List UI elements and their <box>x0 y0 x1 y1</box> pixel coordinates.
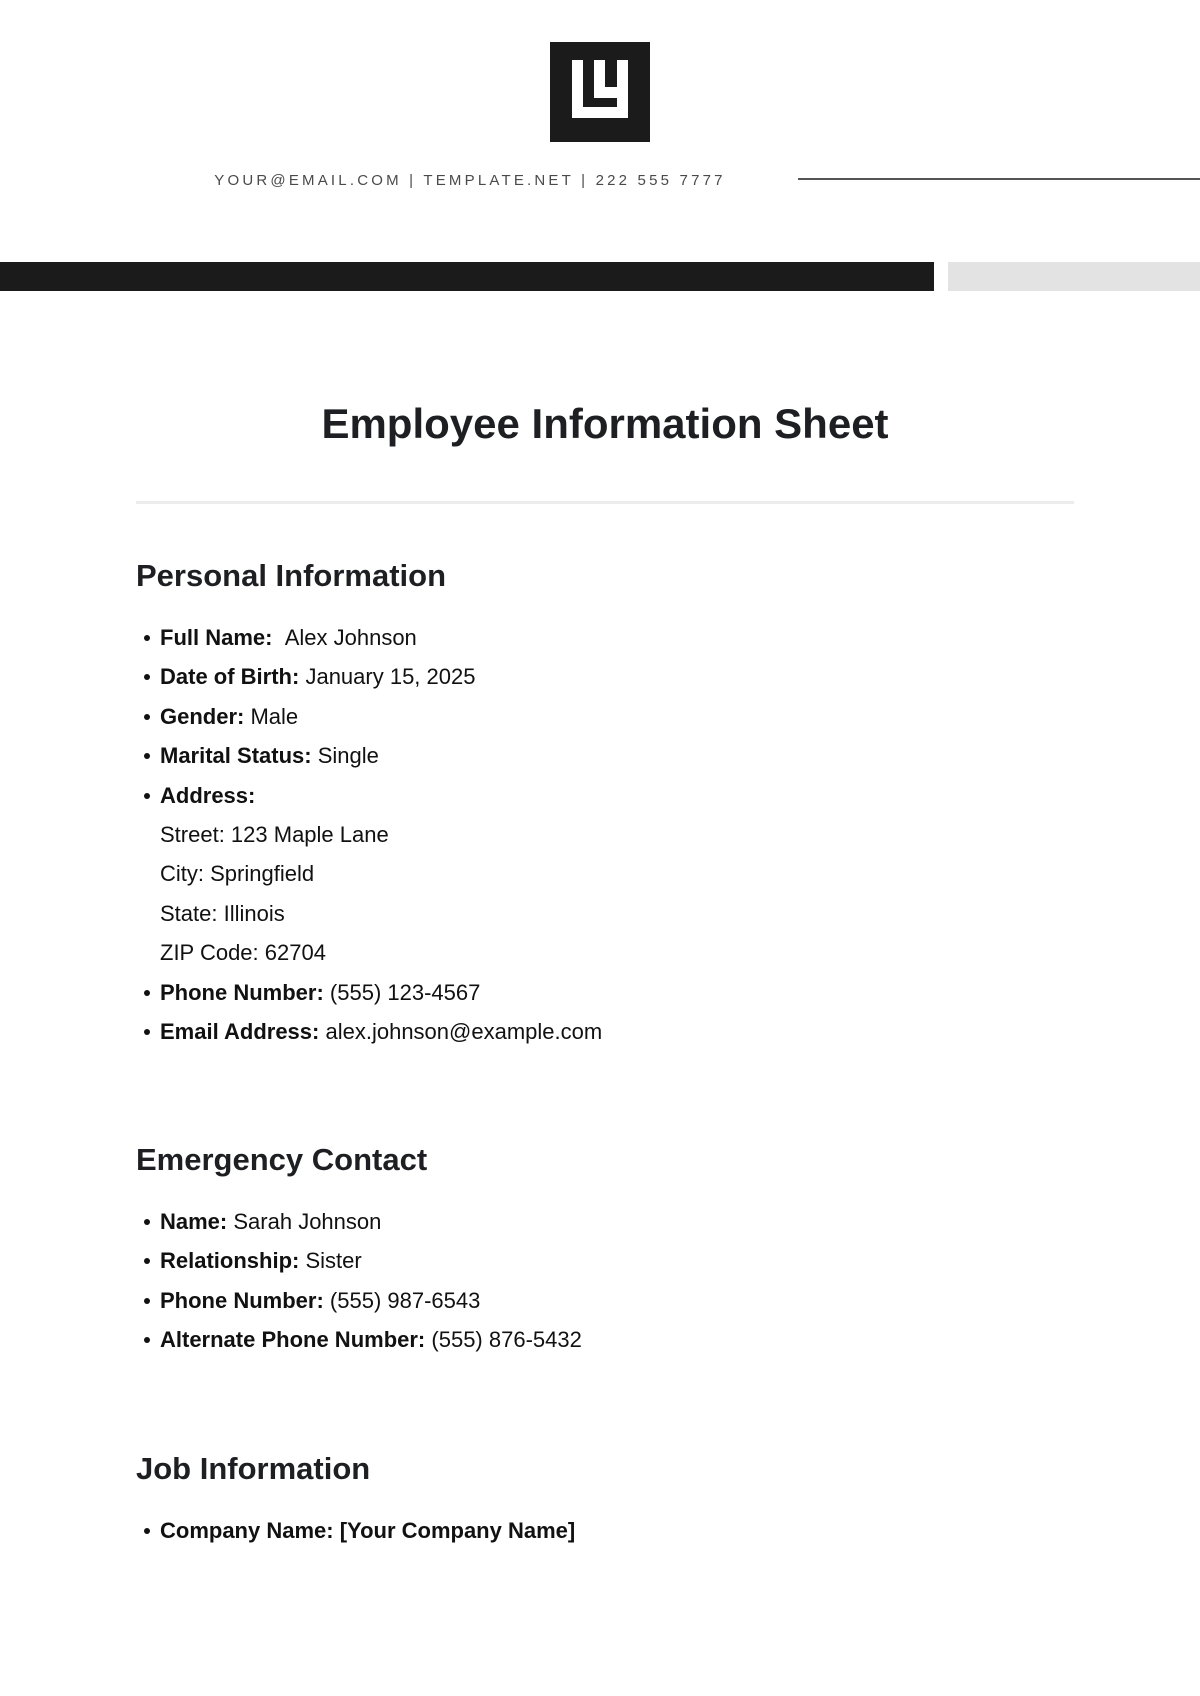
field-label: Phone Number: <box>160 1287 324 1313</box>
page-title: Employee Information Sheet <box>321 400 889 447</box>
field-value: Alex Johnson <box>284 625 417 650</box>
field-label: Gender: <box>160 703 245 729</box>
field-label: Company Name: [Your Company Name] <box>160 1518 576 1543</box>
list-item-alternate-phone <box>136 1320 1036 1359</box>
field-value: Sister <box>305 1248 362 1274</box>
section-heading-emergency: Emergency Contact <box>136 1142 428 1177</box>
list-item-full-name <box>136 618 1036 657</box>
address-street <box>136 815 1036 854</box>
field-value: Single <box>317 743 379 769</box>
emergency-contact-list <box>136 1202 1036 1360</box>
field-label: Alternate Phone Number: <box>160 1327 426 1353</box>
section-heading-personal: Personal Information <box>136 558 447 593</box>
field-value: Street: 123 Maple Lane <box>160 821 389 847</box>
field-label: Date of Birth: <box>160 664 300 690</box>
field-value: (555) 123-4567 <box>329 979 481 1005</box>
section-heading-job: Job Information <box>136 1451 371 1486</box>
address-state <box>136 894 1036 933</box>
field-value: Male <box>250 703 299 729</box>
header-band-light <box>948 262 1200 291</box>
field-value: Sarah Johnson <box>233 1209 382 1234</box>
header-band-dark <box>0 262 934 291</box>
address-zip <box>136 933 1036 972</box>
field-value: City: Springfield <box>160 861 315 887</box>
personal-info-list <box>136 618 1036 1051</box>
list-item-address <box>136 776 1036 815</box>
list-item-email <box>136 1012 1036 1051</box>
list-item-marital-status <box>136 736 1036 775</box>
contact-line: YOUR@EMAIL.COM | TEMPLATE.NET | 222 555 7777 <box>214 172 726 189</box>
list-item-company-name <box>136 1511 1036 1550</box>
logo-mark-icon <box>550 42 650 142</box>
field-label: Relationship: <box>160 1248 300 1274</box>
field-value: State: Illinois <box>160 900 285 926</box>
field-value: January 15, 2025 <box>305 664 476 690</box>
field-value: ZIP Code: 62704 <box>160 940 326 966</box>
field-label: Full Name: <box>160 625 273 650</box>
address-city <box>136 854 1036 893</box>
list-item-date-of-birth <box>136 657 1036 696</box>
list-item-gender <box>136 697 1036 736</box>
job-info-list <box>136 1511 1036 1550</box>
field-value: (555) 876-5432 <box>431 1327 582 1353</box>
field-label: Phone Number: <box>160 979 324 1005</box>
field-value: alex.johnson@example.com <box>325 1018 603 1044</box>
list-item-emergency-phone <box>136 1281 1036 1320</box>
field-label: Email Address: <box>160 1018 320 1044</box>
title-divider <box>136 501 1074 504</box>
list-item-emergency-name <box>136 1202 1036 1241</box>
list-item-phone <box>136 973 1036 1012</box>
list-item-relationship <box>136 1241 1036 1280</box>
field-value: (555) 987-6543 <box>329 1287 481 1313</box>
header-divider <box>798 178 1200 180</box>
field-label: Address: <box>160 782 256 808</box>
field-label: Marital Status: <box>160 743 312 769</box>
field-label: Name: <box>160 1209 228 1234</box>
company-logo <box>550 42 650 142</box>
